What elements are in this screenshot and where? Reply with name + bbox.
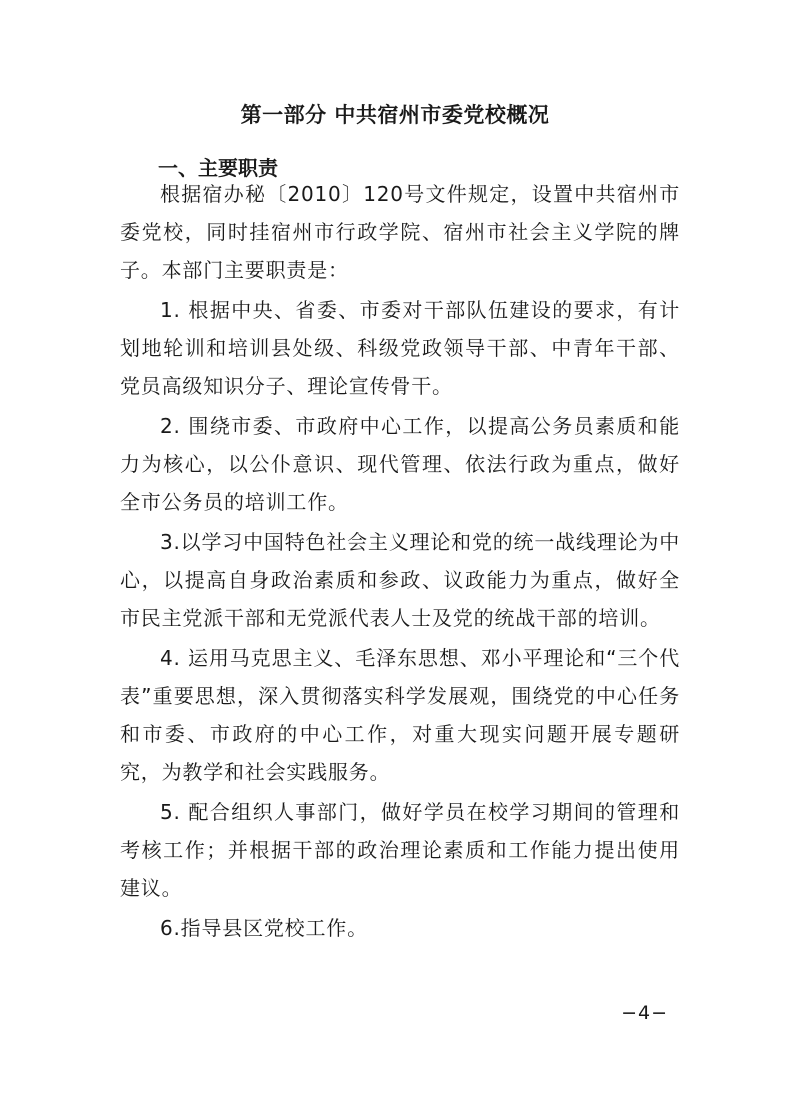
section-heading: 一、主要职责 (158, 156, 278, 180)
paragraph-duty-4: 4. 运用马克思主义、毛泽东思想、邓小平理论和“三个代表”重要思想，深入贯彻落实科学发展观，围绕党的中心任务和市委、市政府的中心工作，对重大现实问题开展专题研究，为教学和社会实践服务。 (120, 646, 680, 784)
paragraph-duty-3: 3.以学习中国特色社会主义理论和党的统一战线理论为中心，以提高自身政治素质和参政、议政能力为重点，做好全市民主党派干部和无党派代表人士及党的统战干部的培训。 (120, 530, 680, 630)
page-title: 第一部分 中共宿州市委党校概况 (240, 103, 550, 127)
paragraph-duty-5: 5. 配合组织人事部门，做好学员在校学习期间的管理和考核工作；并根据干部的政治理论素质和工作能力提出使用建议。 (120, 800, 680, 900)
paragraph-intro: 根据宿办秘〔2010〕120号文件规定，设置中共宿州市委党校，同时挂宿州市行政学院、宿州市社会主义学院的牌子。本部门主要职责是： (120, 182, 680, 282)
body-text (120, 175, 680, 947)
paragraph-duty-6: 6.指导县区党校工作。 (160, 916, 368, 940)
page-number: −4− (621, 1002, 668, 1024)
paragraph-duty-2: 2. 围绕市委、市政府中心工作，以提高公务员素质和能力为核心，以公仆意识、现代管理、依法行政为重点，做好全市公务员的培训工作。 (120, 414, 680, 514)
paragraph-duty-1: 1. 根据中央、省委、市委对干部队伍建设的要求，有计划地轮训和培训县处级、科级党政领导干部、中青年干部、党员高级知识分子、理论宣传骨干。 (120, 298, 680, 398)
